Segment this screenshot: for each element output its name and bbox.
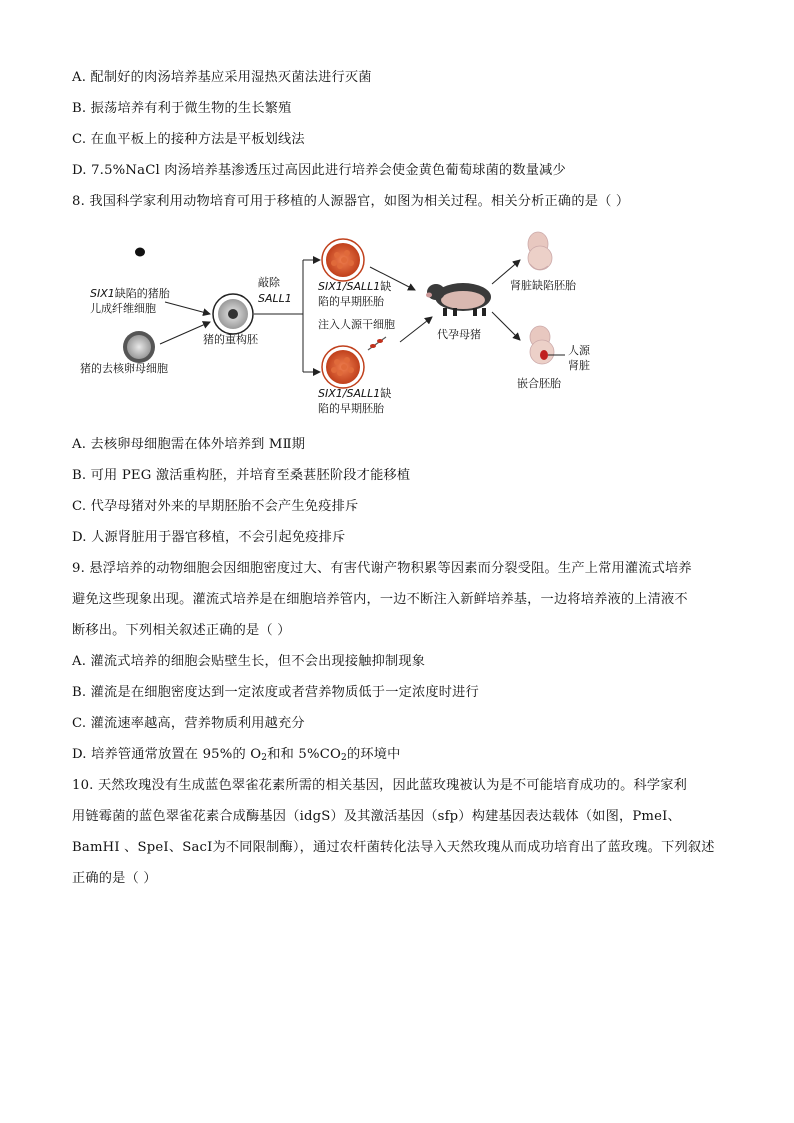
- knockout-label-1: 敲除: [258, 276, 280, 289]
- fibroblast-cell-icon: [135, 248, 145, 257]
- surrogate-pig-icon: [426, 283, 491, 316]
- q7-option-c: C. 在血平板上的接种方法是平板划线法: [72, 132, 305, 147]
- q7-option-a: A. 配制好的肉汤培养基应采用湿热灭菌法进行灭菌: [72, 70, 372, 85]
- top-embryo-label-2: 陷的早期胚胎: [318, 295, 384, 308]
- bottom-embryo-label-2: 陷的早期胚胎: [318, 402, 384, 415]
- human-kidney-label-1: 人源: [568, 344, 590, 357]
- q7-option-b: B. 振荡培养有利于微生物的生长繁殖: [72, 101, 292, 116]
- q8-option-c: C. 代孕母猪对外来的早期胚胎不会产生免疫排斥: [72, 499, 359, 514]
- q9-stem-line-3: 断移出。下列相关叙述正确的是（ ）: [72, 623, 291, 638]
- bottom-embryo-label-1: SIX1/SALL1缺: [318, 387, 392, 400]
- q10-stem-line-1: 10. 天然玫瑰没有生成蓝色翠雀花素所需的相关基因，因此蓝玫瑰被认为是不可能培育成功的。科学家利: [72, 778, 688, 793]
- q8-option-a: A. 去核卵母细胞需在体外培养到 MⅡ期: [72, 437, 306, 452]
- reconstructed-embryo-icon: [213, 294, 253, 334]
- q10-stem-line-2: 用链霉菌的蓝色翠雀花素合成酶基因（idgS）及其激活基因（sfp）构建基因表达载体（如图，PmeI、: [72, 809, 681, 824]
- fetal-fibroblast-label-1: SIX1缺陷的猪胎: [90, 287, 170, 300]
- reconstructed-embryo-label: 猪的重构胚: [203, 333, 258, 346]
- q10-stem-line-4: 正确的是（ ）: [72, 871, 157, 886]
- early-embryo-top-icon: [322, 239, 364, 281]
- enucleated-oocyte-label: 猪的去核卵母细胞: [80, 362, 168, 375]
- surrogate-sow-label: 代孕母猪: [437, 328, 481, 341]
- fetal-fibroblast-label-2: 儿成纤维细胞: [90, 302, 156, 315]
- syringe-icon: [368, 337, 386, 350]
- chimeric-embryo-label: 嵌合胚胎: [517, 377, 561, 390]
- inject-stem-cell-label: 注入人源干细胞: [318, 318, 395, 331]
- oocyte-icon: [123, 331, 155, 363]
- q7-option-d: D. 7.5%NaCl 肉汤培养基渗透压过高因此进行培养会使金黄色葡萄球菌的数量减少: [72, 163, 566, 178]
- kidney-defect-embryo-label: 肾脏缺陷胚胎: [510, 279, 576, 292]
- q9-option-a: A. 灌流式培养的细胞会贴壁生长，但不会出现接触抑制现象: [72, 654, 426, 669]
- q8-option-b: B. 可用 PEG 激活重构胚，并培育至桑葚胚阶段才能移植: [72, 468, 411, 483]
- human-kidney-label-2: 肾脏: [568, 359, 590, 372]
- q8-option-d: D. 人源肾脏用于器官移植，不会引起免疫排斥: [72, 530, 346, 545]
- q9-stem-line-2: 避免这些现象出现。灌流式培养是在细胞培养管内，一边不断注入新鲜培养基，一边将培养液的上清液不: [72, 592, 688, 607]
- chimeric-fetus-icon: [530, 326, 554, 364]
- q10-stem-line-3: BamHI 、SpeI、SacI为不同限制酶），通过农杆菌转化法导入天然玫瑰从而成功培育出了蓝玫瑰。下列叙述: [72, 840, 715, 855]
- q9-stem-line-1: 9. 悬浮培养的动物细胞会因细胞密度过大、有害代谢产物积累等因素而分裂受阻。生产上常用灌流式培养: [72, 561, 692, 576]
- top-embryo-label-1: SIX1/SALL1缺: [318, 280, 392, 293]
- early-embryo-bottom-icon: [322, 346, 364, 388]
- q8-stem: 8. 我国科学家利用动物培育可用于移植的人源器官，如图为相关过程。相关分析正确的是（ ）: [72, 194, 630, 209]
- knockout-label-2: SALL1: [258, 292, 292, 305]
- q8-figure: [70, 222, 630, 422]
- q9-option-b: B. 灌流是在细胞密度达到一定浓度或者营养物质低于一定浓度时进行: [72, 685, 479, 700]
- q9-option-c: C. 灌流速率越高，营养物质利用越充分: [72, 716, 305, 731]
- q9-option-d: D. 培养管通常放置在 95%的 $O_2$和和 $5\%CO_2$的环境中: [72, 747, 401, 763]
- kidney-defect-fetus-icon: [528, 232, 552, 270]
